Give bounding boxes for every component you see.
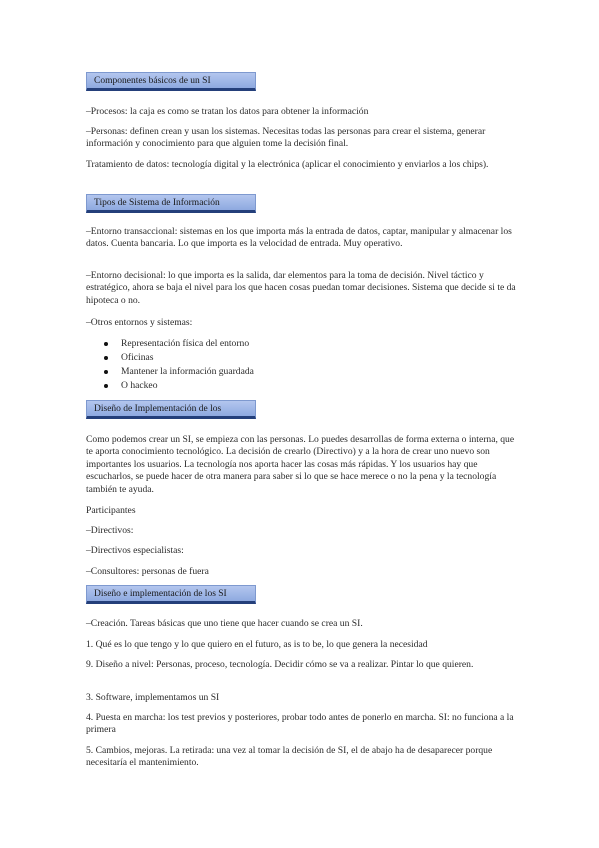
bullet-icon (104, 370, 108, 374)
paragraph: Participantes (86, 505, 136, 516)
paragraph: –Entorno decisional: lo que importa es la salida, dar elementos para la toma de decisión. Nivel táctico y estratégico, ahora se baja el nivel para los que hacen cosas puedan tomar decisiones. Sistema que decide si te da hipoteca o no. (86, 270, 516, 306)
paragraph: 9. Diseño a nivel: Personas, proceso, tecnología. Decidir cómo se va a realizar. Pintar lo que quieren. (86, 659, 474, 670)
paragraph: –Directivos especialistas: (86, 545, 184, 556)
section-heading-diseno-implementacion: Diseño de Implementación de los (86, 400, 256, 419)
paragraph: 4. Puesta en marcha: los test previos y posteriores, probar todo antes de ponerlo en marcha. SI: no funciona a la primera (86, 712, 514, 736)
bullet-icon (104, 342, 108, 346)
paragraph: –Procesos: la caja es como se tratan los datos para obtener la información (86, 106, 369, 117)
bullet-icon (104, 356, 108, 360)
section-heading-tipos: Tipos de Sistema de Información (86, 194, 256, 213)
paragraph: 3. Software, implementamos un SI (86, 692, 220, 703)
paragraph: –Personas: definen crean y usan los sistemas. Necesitas todas las personas para crear el sistema, generar información y conocimiento para que alguien tome la decisión final. (86, 126, 486, 150)
paragraph: Tratamiento de datos: tecnología digital y la electrónica (aplicar el conocimiento y enviarlos a los chips). (86, 159, 489, 170)
bullet-icon (104, 384, 108, 388)
paragraph: –Entorno transaccional: sistemas en los que importa más la entrada de datos, captar, manipular y almacenar los datos. Cuenta bancaria. Lo que importa es la velocidad de entrada. Muy operativo. (86, 226, 512, 250)
paragraph: –Directivos: (86, 525, 134, 536)
paragraph: –Otros entornos y sistemas: (86, 317, 193, 328)
paragraph: –Creación. Tareas básicas que uno tiene que hacer cuando se crea un SI. (86, 618, 363, 629)
paragraph: 1. Qué es lo que tengo y lo que quiero en el futuro, as is to be, lo que genera la necesidad (86, 639, 428, 650)
paragraph: –Consultores: personas de fuera (86, 566, 209, 577)
document-page: Componentes básicos de un SI –Procesos: la caja es como se tratan los datos para obtener la información –Personas: definen crean y usan los sistemas. Necesitas todas las personas para crear el sistema, generar información y conocimiento para que alguien tome la decisión final. Tratamiento de datos: tecnología digital y la electrónica (aplicar el conocimiento y enviarlos a los chips). Tipos de Sistema de Información –Entorno transaccional: sistemas en los que importa más la entrada de datos, captar, manipular y almacenar los datos. Cuenta bancaria. Lo que importa es la velocidad de entrada. Muy operativo. –Entorno decisional: lo que importa es la salida, dar elementos para la toma de decisión. Nivel táctico y estratégico, ahora se baja el nivel para los que hacen cosas puedan tomar decisiones. Sistema que decide si te da hipoteca o no. –Otros entornos y sistemas: Representación física del entorno Oficinas Mantener la información guardada O hackeo Diseño de Implementación de los Como podemos crear un SI, se empieza con las personas. Lo puedes desarrollas de forma externa o interna, que te aporta conocimiento tecnológico. La decisión de crearlo (Directivo) y a la hora de crear uno nuevo son importantes los usuarios. La tecnología nos aporta hacer las cosas más rápidas. Y los usuarios hay que escucharlos, se puede hacer de otra manera para saber si lo que se hace merece o no la pena y la tecnología también te ayuda. Participantes –Directivos: –Directivos especialistas: –Consultores: personas de fuera Diseño e implementación de los SI –Creación. Tareas básicas que uno tiene que hacer cuando se crea un SI. 1. Qué es lo que tengo y lo que quiero en el futuro, as is to be, lo que genera la necesidad 9. Diseño a nivel: Personas, proceso, tecnología. Decidir cómo se va a realizar. Pintar lo que quieren. 3. Software, implementamos un SI 4. Puesta en marcha: los test previos y posteriores, probar todo antes de ponerlo en marcha. SI: no funciona a la primera 5. Cambios, mejoras. La retirada: una vez al tomar la decisión de SI, el de abajo ha de desaparecer porque necesitaría el mantenimiento. (0, 0, 599, 848)
paragraph: 5. Cambios, mejoras. La retirada: una vez al tomar la decisión de SI, el de abajo ha de desaparecer porque necesitaría el mantenimiento. (86, 745, 493, 769)
paragraph: Como podemos crear un SI, se empieza con las personas. Lo puedes desarrollas de forma externa o interna, que te aporta conocimiento tecnológico. La decisión de crearlo (Directivo) y a la hora de crear uno nuevo son importantes los usuarios. La tecnología nos aporta hacer las cosas más rápidas. Y los usuarios hay que escucharlos, se puede hacer de otra manera para saber si lo que se hace merece o no la pena y la tecnología también te ayuda. (86, 434, 515, 495)
section-heading-diseno-si: Diseño e implementación de los SI (86, 585, 256, 604)
section-heading-componentes: Componentes básicos de un SI (86, 72, 256, 91)
